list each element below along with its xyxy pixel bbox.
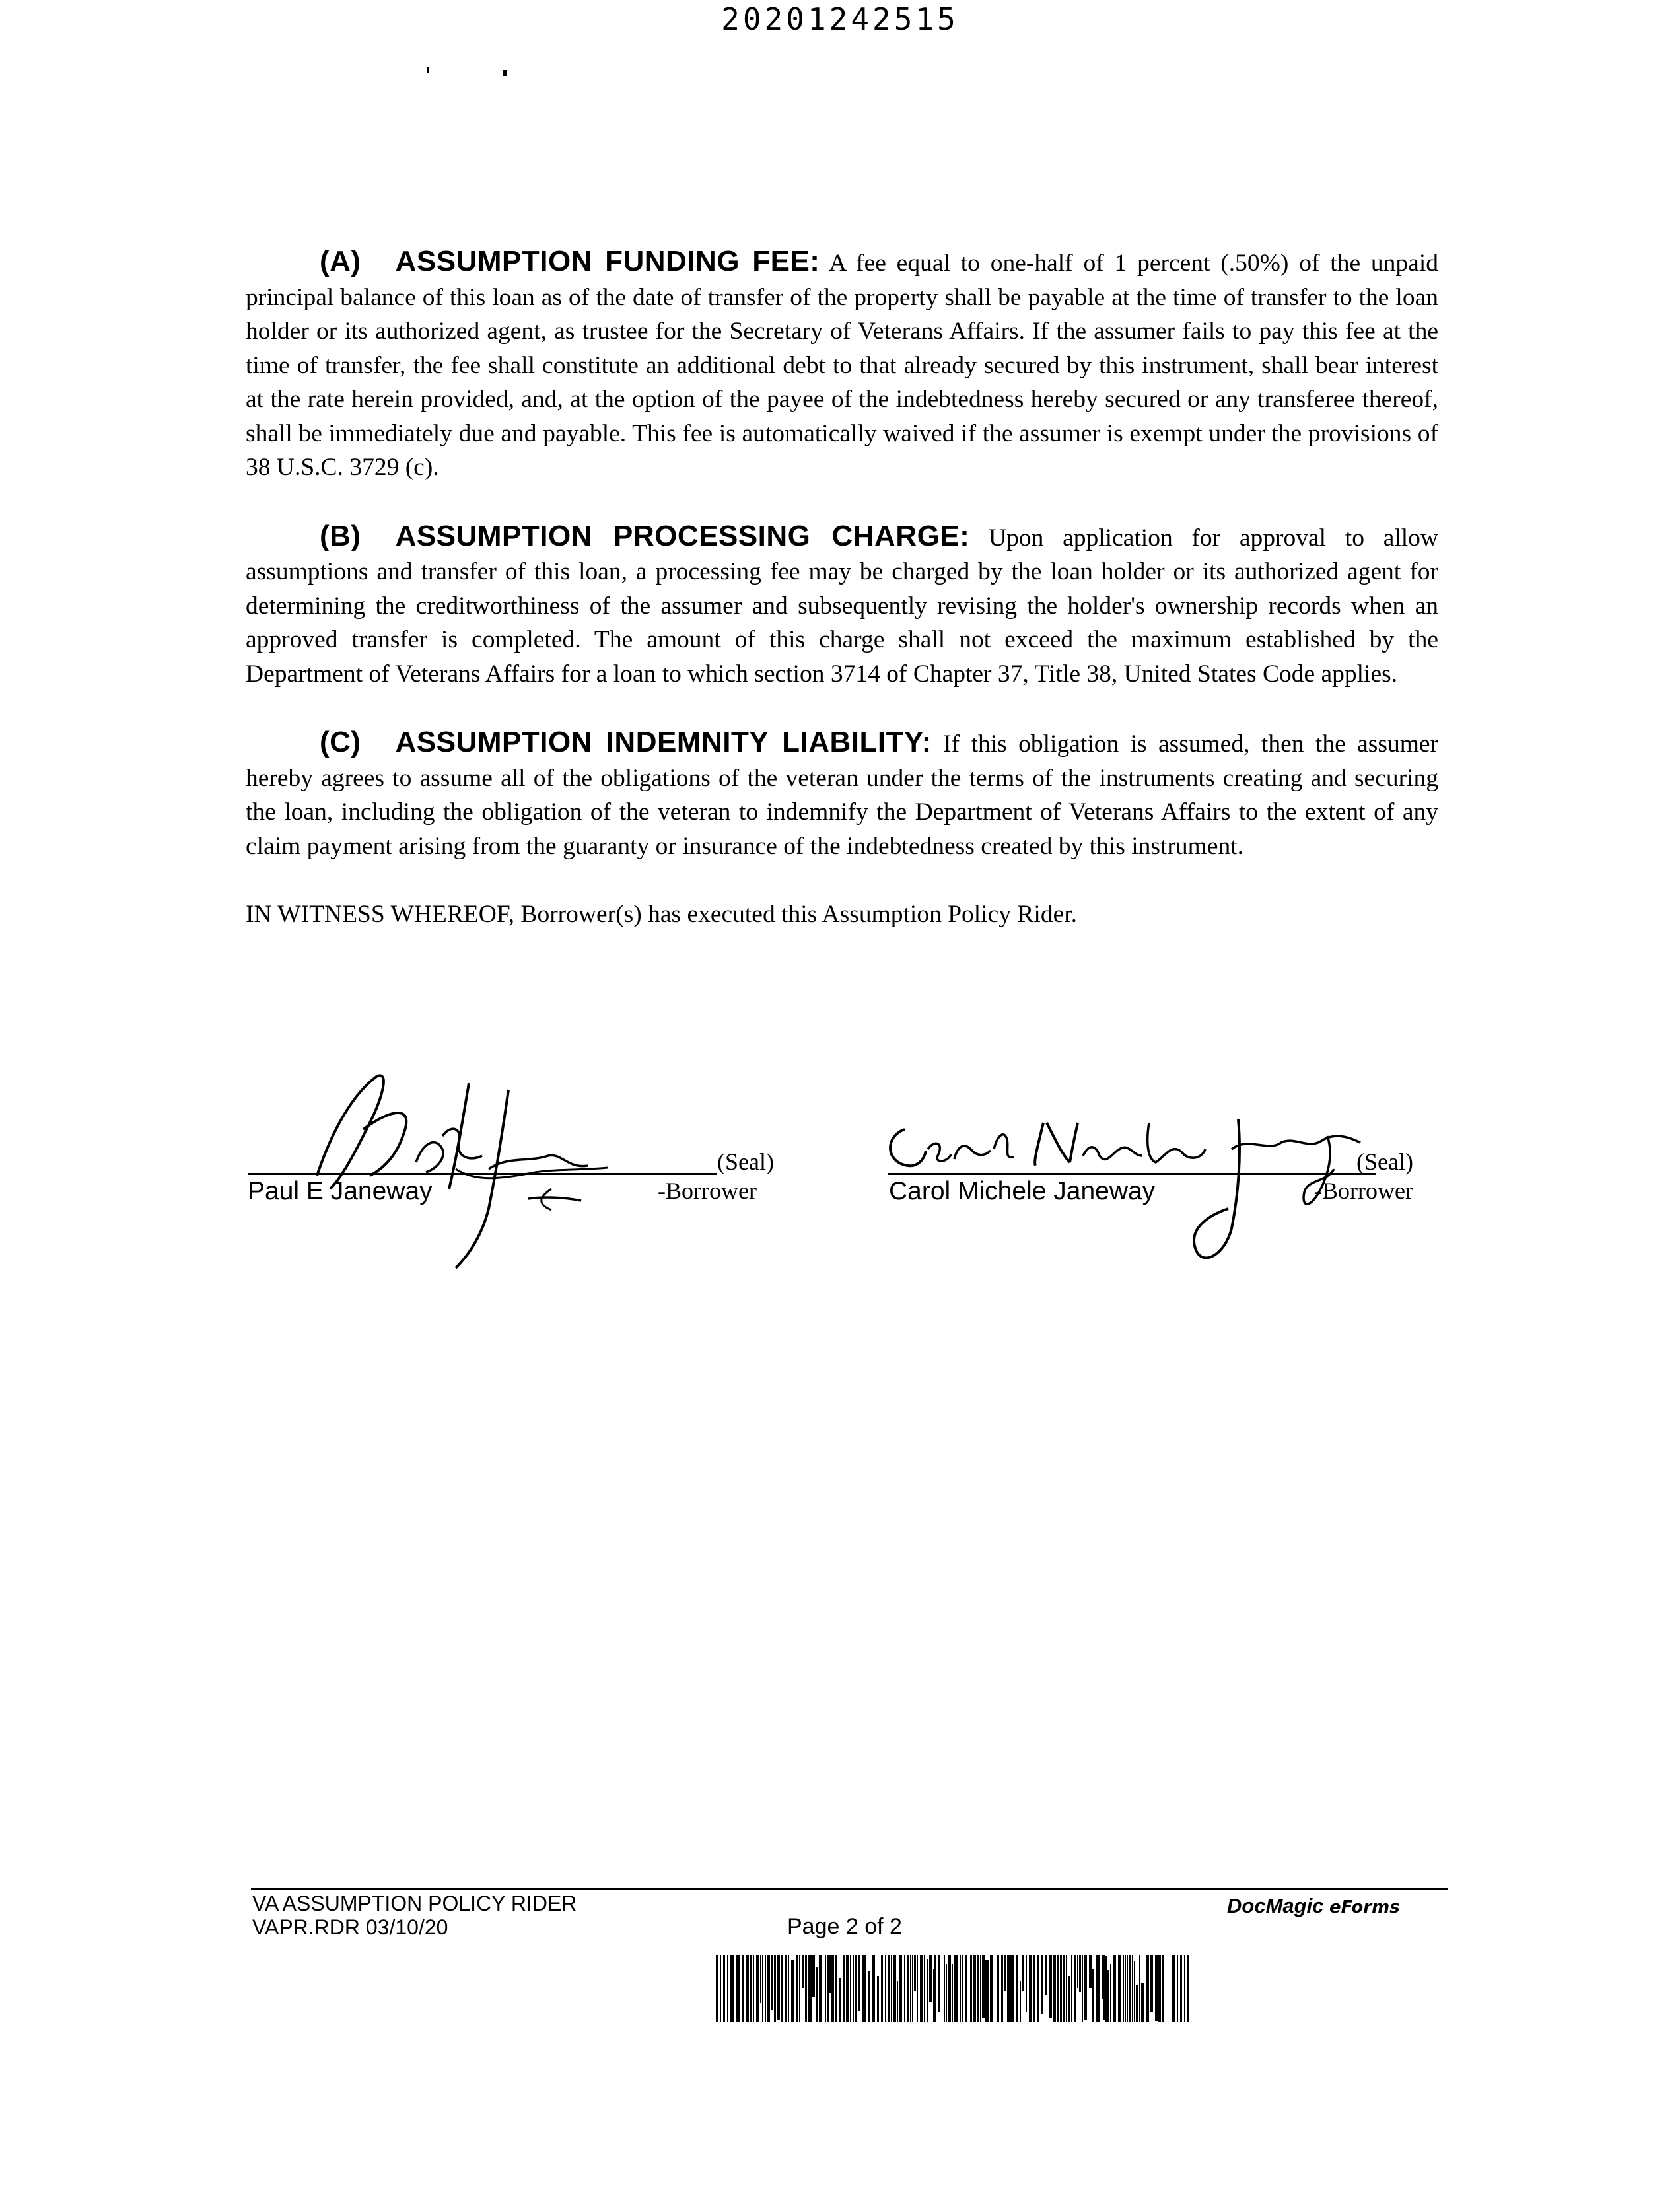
signature-line-1	[248, 1173, 717, 1175]
paragraph-b	[246, 519, 1438, 691]
paragraph-a-heading: (A) ASSUMPTION FUNDING FEE:	[320, 245, 820, 277]
document-number: 20201242515	[721, 1, 959, 37]
rider-body	[246, 244, 1438, 966]
seal-label-2: (Seal)	[1356, 1149, 1413, 1175]
scan-specks	[423, 63, 515, 83]
footer-form-code: VAPR.RDR 03/10/20	[252, 1915, 448, 1939]
docmagic-logo: DocMagic eForms	[1227, 1894, 1400, 1917]
handwritten-signature-1	[291, 1057, 634, 1275]
paragraph-b-heading: (B) ASSUMPTION PROCESSING CHARGE:	[320, 519, 970, 552]
witness-statement: IN WITNESS WHEREOF, Borrower(s) has executed this Assumption Policy Rider.	[246, 901, 1078, 928]
paragraph-a	[246, 244, 1438, 485]
borrower-name-2: Carol Michele Janeway	[889, 1177, 1156, 1205]
borrower-role-2: -Borrower	[1314, 1178, 1413, 1204]
paragraph-c	[246, 725, 1438, 863]
footer-form-title: VA ASSUMPTION POLICY RIDER	[252, 1892, 577, 1915]
paragraph-c-text: If this obligation is assumed, then the assumer hereby agrees to assume all of the obligations of the veteran under the terms of the instruments creating and securing the loan, including the obligation of the veteran to indemnify the Department of Veterans Affairs to the extent of any claim payment arising from the guaranty or insurance of the indebtedness created by this instrument.	[246, 730, 1439, 860]
page-indicator: Page 2 of 2	[787, 1914, 902, 1939]
borrower-name-1: Paul E Janeway	[248, 1177, 433, 1205]
paragraph-a-text: A fee equal to one-half of 1 percent (.50%) of the unpaid principal balance of this loan as of the date of transfer of the property shall be payable at the time of transfer to the loan holder or its authorized agent, as trustee for the Secretary of Veterans Affairs. If the assumer fails to pay this fee at the time of transfer, the fee shall constitute an additional debt to that already secured by this instrument, shall bear interest at the rate herein provided, and, at the option of the payee of the indebtedness hereby secured or any transferee thereof, shall be immediately due and payable. This fee is automatically waived if the assumer is exempt under the provisions of 38 U.S.C. 3729 (c).	[246, 250, 1438, 481]
seal-label-1: (Seal)	[717, 1149, 774, 1175]
footer-form-info	[252, 1892, 577, 1939]
borrower-role-1: -Borrower	[658, 1178, 757, 1204]
signature-line-2	[888, 1173, 1376, 1175]
footer-rule	[251, 1888, 1448, 1890]
document-barcode	[716, 1955, 1193, 2022]
paragraph-c-heading: (C) ASSUMPTION INDEMNITY LIABILITY:	[320, 726, 932, 758]
paragraph-b-text: Upon application for approval to allow assumptions and transfer of this loan, a processing fee may be charged by the loan holder or its authorized agent for determining the creditworthiness of the assumer and subsequently revising the holder's ownership records when an approved transfer is completed. The amount of this charge shall not exceed the maximum established by the Department of Veterans Affairs for a loan to which section 3714 of Chapter 37, Title 38, United States Code applies.	[246, 524, 1439, 688]
